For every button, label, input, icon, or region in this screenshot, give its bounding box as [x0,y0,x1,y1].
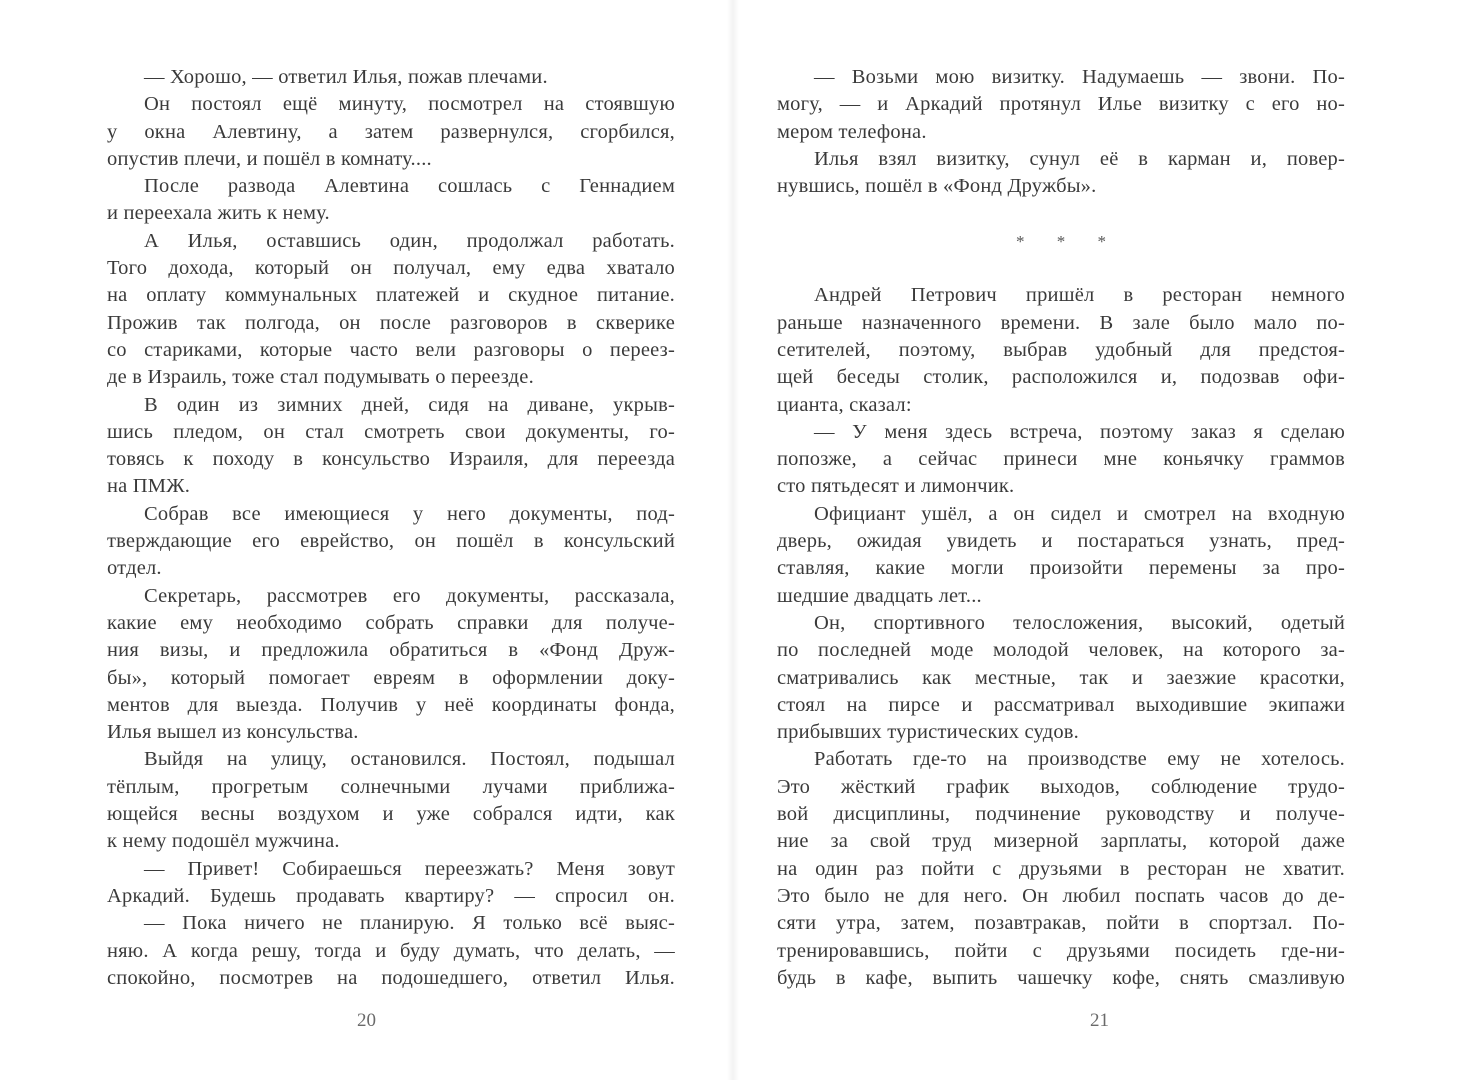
text-line: Собрав все имеющиеся у него документы, под- [144,502,675,525]
right-page-text-bottom [777,282,1345,992]
text-line: — Хорошо, — ответил Илья, пожав плечами. [144,66,548,88]
text-line: Работать где-то на производстве ему не хотелось. [814,748,1345,771]
text-line: товясь к походу в консульство Израиля, для переезда [107,448,675,471]
text-line: спокойно, посмотрев на подошедшего, ответил Илья. [107,966,675,989]
text-line: Того дохода, который он получал, ему едва хватало [107,257,675,280]
text-line: бы», который помогает евреям в оформлении доку- [107,666,675,689]
text-line: сяти утра, затем, позавтракав, пойти в спортзал. По- [777,912,1345,935]
text-line: Илья взял визитку, сунул её в карман и, повер- [814,147,1345,170]
text-line: А Илья, оставшись один, продолжал работать. [144,229,675,252]
section-spacer [777,255,1345,282]
right-page-text [777,64,1345,992]
text-line: Он, спортивного телосложения, высокий, одетый [814,611,1345,634]
text-line: сматривались как местные, так и заезжие красотки, [777,666,1345,689]
text-line: Андрей Петрович пришёл в ресторан немного [814,284,1345,307]
text-line: ставляя, какие могли произойти перемены за про- [777,557,1345,580]
left-page-text [107,64,675,992]
right-page [733,0,1466,1080]
text-line: щей беседы столик, расположился и, подозвав офи- [777,366,1345,389]
section-spacer [777,200,1345,227]
text-line: тренировавшись, пойти с друзьями посидеть где-ни- [777,939,1345,962]
text-line: дверь, ожидая увидеть и постараться узнать, пред- [777,530,1345,553]
text-line: Выйдя на улицу, остановился. Постоял, подышал [144,748,675,771]
text-line: Прожив так полгода, он после разговоров в скверике [107,311,675,334]
text-line: какие ему необходимо собрать справки для получе- [107,611,675,634]
text-line: де в Израиль, тоже стал подумывать о переезде. [107,366,534,389]
text-line: у окна Алевтину, а затем развернулся, сгорбился, [107,120,675,143]
text-line: и переехала жить к нему. [107,202,330,225]
text-line: В один из зимних дней, сидя на диване, укрыв- [144,393,675,416]
text-line: будь в кафе, выпить чашечку кофе, снять смазливую [777,966,1345,989]
section-separator: * * * [1016,231,1120,251]
right-page-text-top [777,64,1345,200]
text-line: — Привет! Собираешься переезжать? Меня зовут [144,857,675,880]
text-line: могу, — и Аркадий протянул Илье визитку с его но- [777,93,1345,116]
text-line: — У меня здесь встреча, поэтому заказ я сделаю [814,420,1345,443]
text-line: Илья вышел из консульства. [107,721,359,744]
text-line: вой дисциплины, подчинение руководству и получе- [777,803,1345,826]
text-line: тверждающие его еврейство, он пошёл в консульский [107,530,675,553]
text-line: отдел. [107,557,162,580]
text-line: шедшие двадцать лет... [777,584,982,607]
text-line: Это было не для него. Он любил поспать часов до де- [777,884,1345,907]
text-line: попозже, а сейчас принеси мне коньячку граммов [777,448,1345,471]
text-line: стоял на пирсе и рассматривал выходившие экипажи [777,693,1345,716]
text-line: прибывших туристических судов. [777,721,1079,744]
text-line: — Пока ничего не планирую. Я только всё выяс- [144,912,675,935]
text-line: Секретарь, рассмотрев его документы, рассказала, [144,584,675,607]
text-line: няю. А когда решу, тогда и буду думать, что делать, — [107,939,675,962]
text-line: — Возьми мою визитку. Надумаешь — звони. По- [814,66,1345,88]
text-line: опустив плечи, и пошёл в комнату.... [107,147,432,170]
text-line: на оплату коммунальных платежей и скудное питание. [107,284,675,307]
text-line: Это жёсткий график выходов, соблюдение трудо- [777,775,1345,798]
text-line: Аркадий. Будешь продавать квартиру? — спросил он. [107,884,675,907]
text-line: цианта, сказал: [777,393,912,416]
text-line: мером телефона. [777,120,927,143]
text-line: ния визы, и предложила обратиться в «Фонд Друж- [107,639,675,662]
text-line: сто пятьдесят и лимончик. [777,475,1015,498]
text-line: шись пледом, он стал смотреть свои документы, го- [107,420,675,443]
text-line: ние за свой труд мизерной зарплаты, которой даже [777,830,1345,853]
text-line: по последней моде молодой человек, на которого за- [777,639,1345,662]
text-line: на ПМЖ. [107,475,191,498]
text-line: со стариками, которые часто вели разговоры о переез- [107,338,675,361]
text-line: ментов для выезда. Получив у неё координаты фонда, [107,693,675,716]
text-line: Он постоял ещё минуту, посмотрел на стоявшую [144,93,675,116]
text-line: раньше назначенного времени. В зале было мало по- [777,311,1345,334]
text-line: После развода Алевтина сошлась с Геннадием [144,175,675,198]
text-line: на один раз пойти с друзьями в ресторан не хватит. [777,857,1345,880]
right-page-number: 21 [1090,1010,1109,1031]
left-page-number: 20 [357,1010,376,1031]
text-line: Официант ушёл, а он сидел и смотрел на входную [814,502,1345,525]
text-line: нувшись, пошёл в «Фонд Дружбы». [777,175,1097,198]
text-line: ющейся весны воздухом и уже собрался идти, как [107,803,675,826]
text-line: тёплым, прогретым солнечными лучами приближа- [107,775,675,798]
text-line: к нему подошёл мужчина. [107,830,340,853]
text-line: сетителей, поэтому, выбрав удобный для предстоя- [777,338,1345,361]
